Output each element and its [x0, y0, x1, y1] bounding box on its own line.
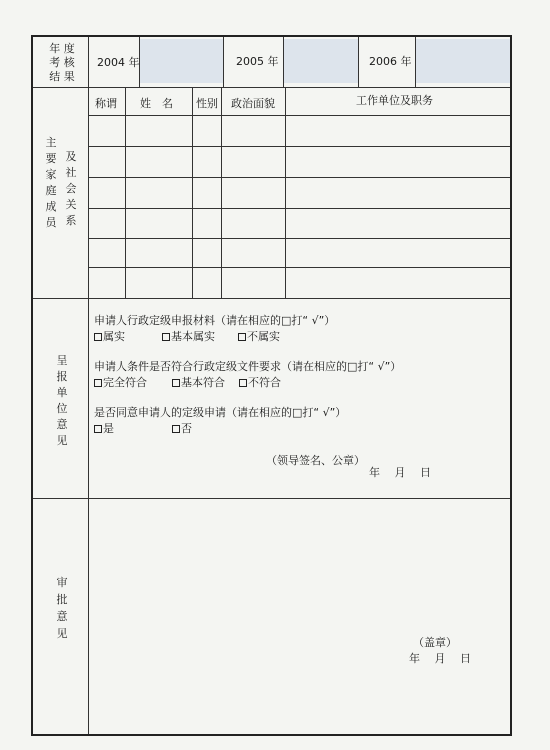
divider: [88, 498, 89, 734]
option-does-not-meet[interactable]: 不符合: [239, 377, 281, 388]
approval-section-label: 审 批 意 见: [56, 576, 68, 640]
checkbox-icon: [239, 379, 247, 387]
option-true[interactable]: 属实: [94, 331, 125, 342]
divider: [33, 298, 510, 299]
option-no[interactable]: 否: [172, 423, 192, 434]
checkbox-icon: [172, 425, 180, 433]
divider: [33, 87, 510, 88]
header-relation: 称谓: [95, 97, 117, 110]
family-row-line: [88, 177, 510, 178]
option-fully-meets[interactable]: 完全符合: [94, 377, 147, 388]
year-2005: 2005 年: [236, 55, 279, 68]
divider: [139, 37, 140, 87]
opinion-date: 年 月 日: [369, 466, 431, 479]
shaded-cell: [283, 39, 358, 83]
question-materials: 申请人行政定级申报材料（请在相应的□打“ √”）: [94, 314, 336, 327]
divider: [223, 37, 224, 87]
family-row-line: [88, 208, 510, 209]
assessment-label-line2: 考 核: [49, 56, 75, 69]
divider: [33, 498, 510, 499]
divider: [88, 37, 89, 87]
option-not-true[interactable]: 不属实: [238, 331, 280, 342]
family-row-line: [88, 267, 510, 268]
opinion-section-label: 呈 报 单 位 意 见: [56, 354, 68, 447]
divider: [358, 37, 359, 87]
application-form: [31, 35, 512, 736]
header-gender: 性别: [196, 97, 218, 110]
year-2004: 2004 年: [97, 56, 140, 69]
checkbox-icon: [94, 333, 102, 341]
family-section-label-col1: 主 要 家 庭 成 员: [45, 136, 57, 229]
divider: [88, 298, 89, 498]
shaded-cell: [415, 39, 510, 83]
leader-signature-label: （领导签名、公章）: [266, 454, 365, 467]
checkbox-icon: [162, 333, 170, 341]
family-section-label-col2: 及 社 会 关 系: [65, 150, 77, 227]
assessment-label-line1: 年 度: [49, 42, 75, 55]
question-requirements: 申请人条件是否符合行政定级文件要求（请在相应的□打“ √”）: [94, 360, 402, 373]
assessment-label-line3: 结 果: [49, 70, 75, 83]
header-name: 姓 名: [140, 97, 173, 110]
checkbox-icon: [238, 333, 246, 341]
approval-date: 年 月 日: [409, 652, 471, 665]
divider: [415, 37, 416, 87]
checkbox-icon: [172, 379, 180, 387]
divider: [283, 37, 284, 87]
option-mostly-true[interactable]: 基本属实: [162, 331, 215, 342]
year-2006: 2006 年: [369, 55, 412, 68]
header-work: 工作单位及职务: [356, 94, 433, 107]
option-basically-meets[interactable]: 基本符合: [172, 377, 225, 388]
seal-label: （盖章）: [413, 636, 457, 649]
option-yes[interactable]: 是: [94, 423, 114, 434]
question-agree: 是否同意申请人的定级申请（请在相应的□打“ √”）: [94, 406, 347, 419]
header-politics: 政治面貌: [231, 97, 275, 110]
family-row-line: [88, 115, 510, 116]
checkbox-icon: [94, 425, 102, 433]
family-row-line: [88, 238, 510, 239]
checkbox-icon: [94, 379, 102, 387]
shaded-cell: [140, 39, 223, 83]
family-row-line: [88, 146, 510, 147]
